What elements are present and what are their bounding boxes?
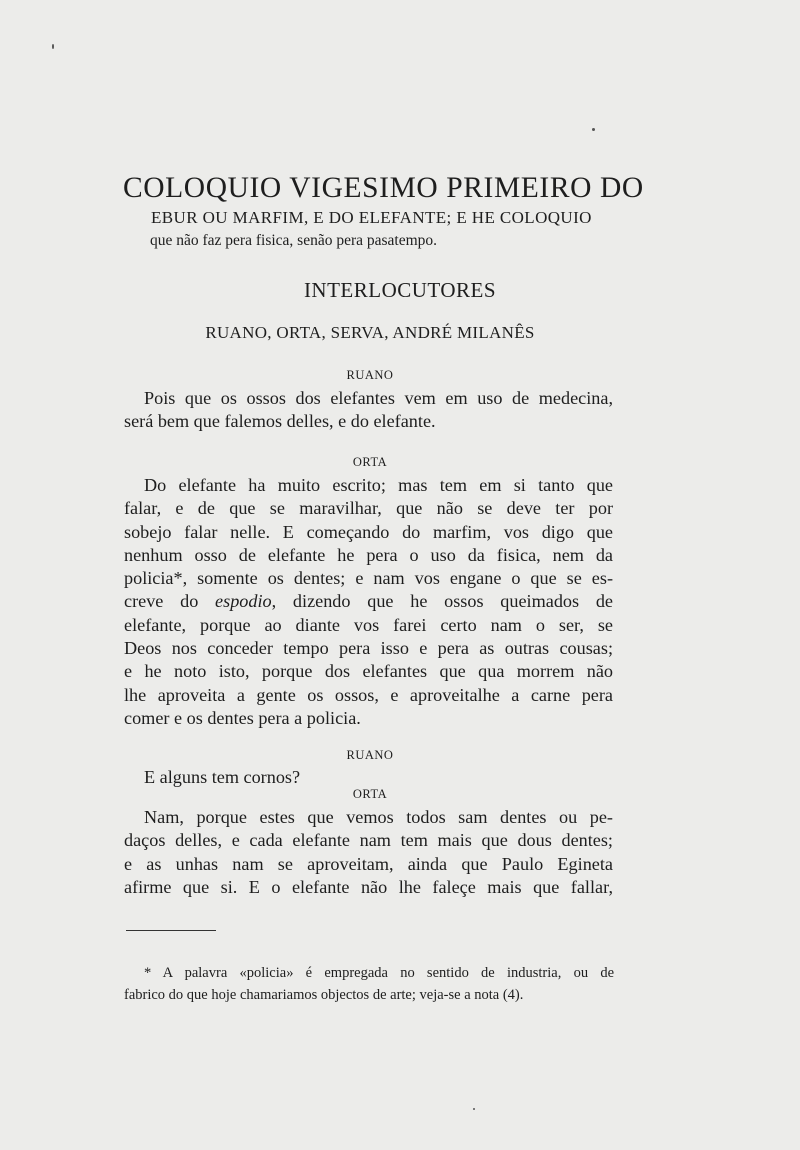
text-line: comer e os dentes pera a policia. <box>124 707 361 728</box>
speaker-label: ORTA <box>352 787 388 801</box>
text-line: creve do espodio, dizendo que he ossos queimados de <box>124 591 614 612</box>
italic-term: espodio <box>215 591 272 612</box>
text-line: E alguns tem cornos? <box>144 767 301 787</box>
text-line: sobejo falar nelle. E começando do marfim, vos digo que <box>124 521 613 542</box>
interlocutors-list: RUANO, ORTA, SERVA, ANDRÉ MILANÊS <box>205 323 535 342</box>
text-line: será bem que falemos delles, e do elefante. <box>124 411 436 432</box>
chapter-subtitle-note: que não faz pera fisica, senão pera pasatempo. <box>150 232 438 249</box>
paragraph <box>124 766 613 789</box>
text-line: lhe aproveita a gente os ossos, e aproveitalhe a carne pera <box>124 684 613 705</box>
text-line: falar, e de que se maravilhar, que não se deve ter por <box>124 498 613 519</box>
scan-speck <box>52 44 54 49</box>
scan-speck <box>473 1108 475 1110</box>
speaker-label: RUANO <box>346 368 394 382</box>
chapter-subtitle: EBUR OU MARFIM, E DO ELEFANTE; E HE COLOQUIO <box>151 208 592 227</box>
text-line: Do elefante ha muito escrito; mas tem em si tanto que <box>144 475 613 495</box>
paragraph <box>124 387 613 434</box>
text-line: e he noto isto, porque dos elefantes que qua morrem não <box>124 661 613 682</box>
footnote-line: fabrico do que hoje chamariamos objectos de arte; veja-se a nota (4). <box>124 987 524 1003</box>
text-line: policia*, somente os dentes; e nam vos engane o que se es- <box>124 568 613 589</box>
footnote-divider <box>126 930 216 931</box>
text-line: daços delles, e cada elefante nam tem mais que dous dentes; <box>124 830 613 851</box>
speaker-label: ORTA <box>352 455 388 469</box>
text-line: elefante, porque ao diante vos farei certo nam o ser, se <box>124 614 613 635</box>
scan-speck <box>592 128 595 131</box>
speaker-label: RUANO <box>346 748 394 762</box>
text-line: afirme que si. E o elefante não lhe faleçe mais que fallar, <box>124 876 613 897</box>
footnote-line: * A palavra «policia» é empregada no sentido de industria, ou de <box>144 965 614 981</box>
interlocutors-heading: INTERLOCUTORES <box>303 278 497 302</box>
text-line: Pois que os ossos dos elefantes vem em uso de medecina, <box>144 388 613 408</box>
text-line: Nam, porque estes que vemos todos sam dentes ou pe- <box>144 807 613 827</box>
text-line: Deos nos conceder tempo pera isso e pera as outras cousas; <box>124 638 613 659</box>
paragraph <box>124 806 613 899</box>
text-line: nenhum osso de elefante he pera o uso da fisica, nem da <box>124 544 613 565</box>
chapter-title: COLOQUIO VIGESIMO PRIMEIRO DO <box>123 172 644 204</box>
text-line: e as unhas nam se aproveitam, ainda que Paulo Egineta <box>124 853 613 874</box>
footnote <box>124 962 614 1006</box>
paragraph <box>124 474 613 730</box>
